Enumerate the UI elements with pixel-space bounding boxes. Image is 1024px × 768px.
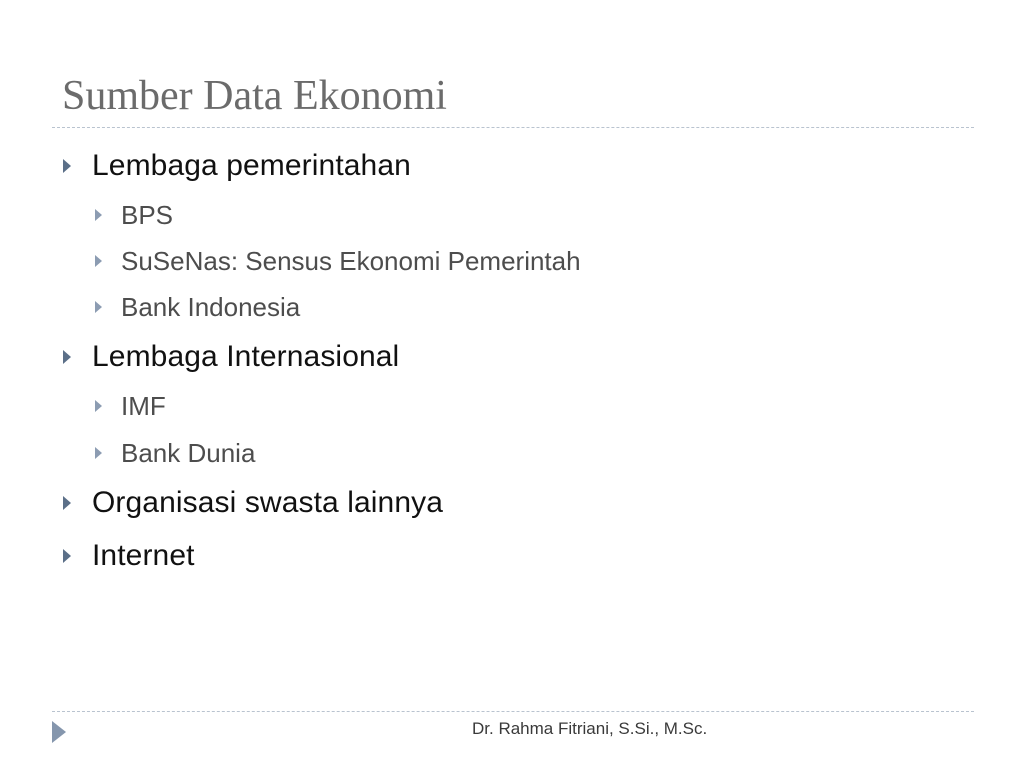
sub-bullet-label: SuSeNas: Sensus Ekonomi Pemerintah xyxy=(121,245,581,276)
sub-bullet-label: Bank Indonesia xyxy=(121,291,301,322)
slide-title: Sumber Data Ekonomi xyxy=(62,73,447,119)
triangle-right-icon xyxy=(95,400,102,412)
title-divider xyxy=(52,127,974,128)
triangle-right-icon xyxy=(95,301,102,313)
bullet-item-lembaga-internasional xyxy=(63,337,399,377)
triangle-right-icon xyxy=(63,350,71,364)
bullet-label: Lembaga pemerintahan xyxy=(92,149,411,182)
bullet-item-internet xyxy=(63,536,195,576)
sub-bullet-item-bank-indonesia xyxy=(95,289,300,325)
sub-bullet-item-imf xyxy=(95,388,166,424)
bullet-label: Internet xyxy=(92,539,195,572)
triangle-right-icon xyxy=(95,209,102,221)
footer-author: Dr. Rahma Fitriani, S.Si., M.Sc. xyxy=(472,719,708,738)
triangle-right-icon xyxy=(63,159,71,173)
triangle-right-icon xyxy=(63,549,71,563)
bullet-item-lembaga-pemerintahan xyxy=(63,146,411,186)
sub-bullet-item-bank-dunia xyxy=(95,435,255,471)
triangle-right-icon xyxy=(95,255,102,267)
footer-divider xyxy=(52,711,974,712)
sub-bullet-label: BPS xyxy=(121,199,174,230)
triangle-right-icon xyxy=(63,496,71,510)
triangle-right-icon xyxy=(95,447,102,459)
sub-bullet-item-bps xyxy=(95,197,173,233)
bullet-label: Organisasi swasta lainnya xyxy=(92,486,444,519)
triangle-right-icon xyxy=(52,721,66,743)
sub-bullet-item-susenas xyxy=(95,243,581,279)
bullet-label: Lembaga Internasional xyxy=(92,340,400,373)
sub-bullet-label: Bank Dunia xyxy=(121,437,256,468)
bullet-item-organisasi-swasta xyxy=(63,483,443,523)
sub-bullet-label: IMF xyxy=(121,390,166,421)
